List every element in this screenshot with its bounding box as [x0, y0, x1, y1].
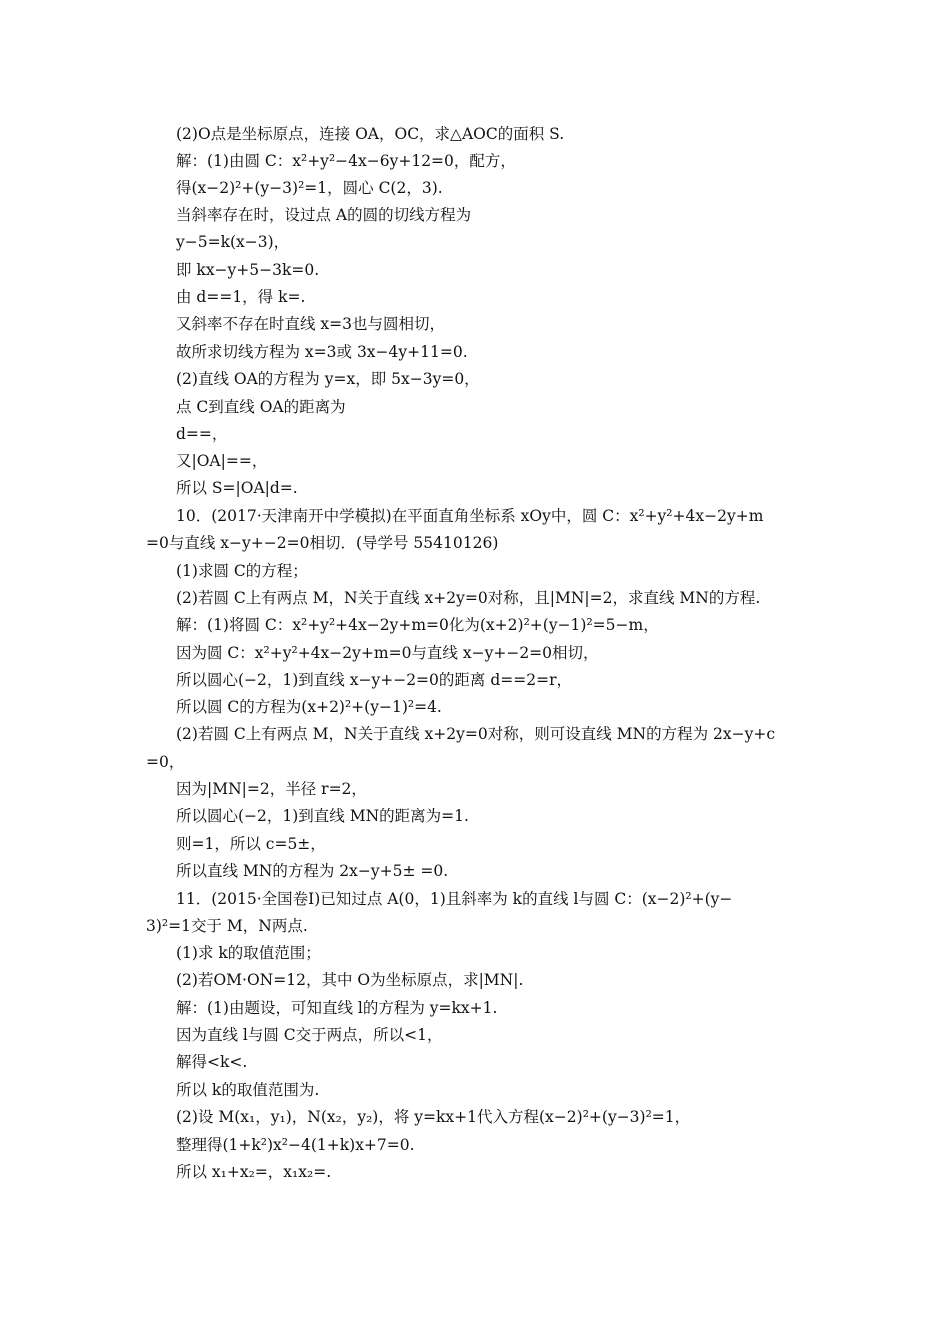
- text-line: 解：(1)由圆 C：x²+y²−4x−6y+12=0，配方，: [176, 152, 516, 170]
- text-line: 所以 S=|OA|d=.: [176, 479, 298, 497]
- text-line: 解：(1)将圆 C：x²+y²+4x−2y+m=0化为(x+2)²+(y−1)²=5−m，: [176, 616, 659, 634]
- text-line: 因为圆 C：x²+y²+4x−2y+m=0与直线 x−y+−2=0相切，: [176, 644, 599, 662]
- text-line: (2)设 M(x₁，y₁)，N(x₂，y₂)，将 y=kx+1代入方程(x−2)²+(y−3)²=1，: [176, 1108, 691, 1126]
- text-line: 3)²=1交于 M，N两点.: [146, 917, 308, 935]
- text-line: 所以圆心(−2，1)到直线 x−y+−2=0的距离 d==2=r，: [176, 671, 572, 689]
- text-line: 所以圆心(−2，1)到直线 MN的距离为=1.: [176, 807, 469, 825]
- text-line: 即 kx−y+5−3k=0.: [176, 261, 320, 279]
- text-line: 所以 x₁+x₂=，x₁x₂=.: [176, 1163, 332, 1181]
- text-line: 当斜率存在时，设过点 A的圆的切线方程为: [176, 206, 472, 224]
- text-line: (2)若圆 C上有两点 M，N关于直线 x+2y=0对称，且|MN|=2，求直线 MN的方程.: [176, 589, 761, 607]
- text-line: (2)若OM·ON=12，其中 O为坐标原点，求|MN|.: [176, 971, 524, 989]
- problem-10-heading: 10．(2017·天津南开中学模拟)在平面直角坐标系 xOy中，圆 C：x²+y²+4x−2y+m: [176, 507, 764, 525]
- text-line: 由 d==1，得 k=.: [176, 288, 306, 306]
- text-line: 故所求切线方程为 x=3或 3x−4y+11=0.: [176, 343, 468, 361]
- text-line: d==，: [176, 425, 228, 443]
- text-line: 整理得(1+k²)x²−4(1+k)x+7=0.: [176, 1136, 415, 1154]
- text-line: (2)O点是坐标原点，连接 OA，OC，求△AOC的面积 S.: [176, 125, 565, 143]
- text-line: 得(x−2)²+(y−3)²=1，圆心 C(2，3).: [176, 179, 443, 197]
- text-line: 因为|MN|=2，半径 r=2，: [176, 780, 367, 798]
- text-line: 所以直线 MN的方程为 2x−y+5± =0.: [176, 862, 449, 880]
- text-line: 又|OA|==，: [176, 452, 268, 470]
- text-line: =0，: [146, 753, 185, 771]
- text-line: (1)求圆 C的方程；: [176, 562, 308, 580]
- text-line: y−5=k(x−3)，: [176, 233, 290, 251]
- text-line: 所以圆 C的方程为(x+2)²+(y−1)²=4.: [176, 698, 442, 716]
- text-line: 解得<k<.: [176, 1053, 248, 1071]
- text-line: 因为直线 l与圆 C交于两点，所以<1，: [176, 1026, 443, 1044]
- text-line: 解：(1)由题设，可知直线 l的方程为 y=kx+1.: [176, 999, 498, 1017]
- text-line: 点 C到直线 OA的距离为: [176, 398, 346, 416]
- text-line: 又斜率不存在时直线 x=3也与圆相切，: [176, 315, 446, 333]
- text-line: 则=1，所以 c=5±，: [176, 835, 326, 853]
- text-line: (2)若圆 C上有两点 M，N关于直线 x+2y=0对称，则可设直线 MN的方程为 2x−y+c: [176, 725, 776, 743]
- text-line: =0与直线 x−y+−2=0相切．(导学号 55410126): [146, 534, 499, 552]
- text-line: 所以 k的取值范围为.: [176, 1081, 320, 1099]
- text-line: (2)直线 OA的方程为 y=x，即 5x−3y=0，: [176, 370, 480, 388]
- text-line: (1)求 k的取值范围；: [176, 944, 321, 962]
- problem-11-heading: 11．(2015·全国卷Ⅰ)已知过点 A(0，1)且斜率为 k的直线 l与圆 C：(x−2)²+(y−: [176, 890, 733, 908]
